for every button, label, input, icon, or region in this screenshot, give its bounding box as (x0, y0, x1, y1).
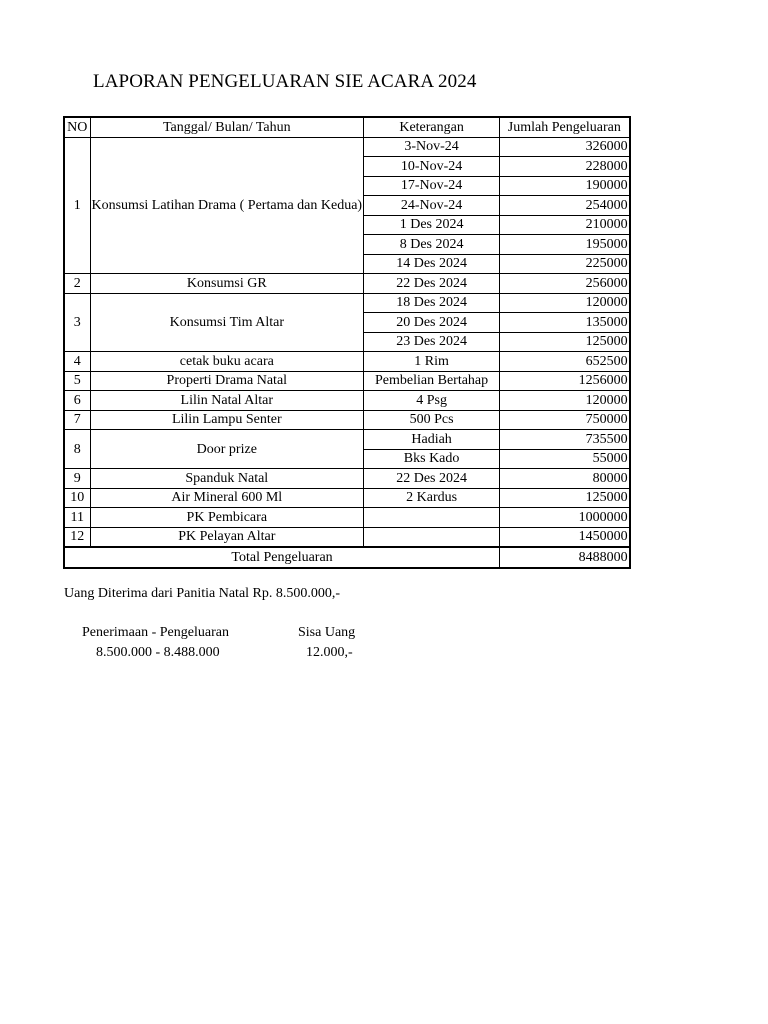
row-number: 12 (64, 527, 90, 547)
row-item: Properti Drama Natal (90, 371, 364, 391)
row-number: 3 (64, 293, 90, 352)
row-amount: 55000 (500, 449, 630, 469)
row-amount: 210000 (500, 215, 630, 235)
row-number: 6 (64, 391, 90, 411)
summary-label-right: Sisa Uang (298, 625, 356, 640)
header-description: Keterangan (364, 117, 500, 137)
row-description: 18 Des 2024 (364, 293, 500, 313)
table-row (64, 488, 630, 508)
row-description: 3-Nov-24 (364, 137, 500, 157)
row-description (364, 508, 500, 528)
row-amount: 125000 (500, 488, 630, 508)
row-amount: 1256000 (500, 371, 630, 391)
table-row (64, 508, 630, 528)
table-row (64, 391, 630, 411)
summary-label-left: Penerimaan - Pengeluaran (82, 625, 229, 640)
table-header-row (64, 117, 630, 137)
table-row (64, 469, 630, 489)
row-description: Pembelian Bertahap (364, 371, 500, 391)
row-amount: 326000 (500, 137, 630, 157)
row-amount: 735500 (500, 430, 630, 450)
table-row (64, 137, 630, 157)
row-amount: 256000 (500, 274, 630, 294)
row-amount: 1450000 (500, 527, 630, 547)
row-description: 23 Des 2024 (364, 332, 500, 352)
row-item: PK Pelayan Altar (90, 527, 364, 547)
row-item: PK Pembicara (90, 508, 364, 528)
row-number: 9 (64, 469, 90, 489)
row-number: 2 (64, 274, 90, 294)
total-amount: 8488000 (500, 547, 630, 568)
row-item: Air Mineral 600 Ml (90, 488, 364, 508)
row-description: 22 Des 2024 (364, 274, 500, 294)
row-item: Konsumsi GR (90, 274, 364, 294)
row-item: Konsumsi Latihan Drama ( Pertama dan Kedua) (90, 137, 364, 274)
row-amount: 195000 (500, 235, 630, 255)
row-description: 10-Nov-24 (364, 157, 500, 177)
row-amount: 1000000 (500, 508, 630, 528)
row-number: 4 (64, 352, 90, 372)
table-row (64, 430, 630, 450)
row-description: 14 Des 2024 (364, 254, 500, 274)
row-amount: 120000 (500, 293, 630, 313)
row-number: 5 (64, 371, 90, 391)
row-description: 17-Nov-24 (364, 176, 500, 196)
row-item: Door prize (90, 430, 364, 469)
table-row (64, 410, 630, 430)
table-row (64, 527, 630, 547)
row-description: 1 Des 2024 (364, 215, 500, 235)
row-amount: 80000 (500, 469, 630, 489)
row-description: Hadiah (364, 430, 500, 450)
row-description: 20 Des 2024 (364, 313, 500, 333)
summary-value-left: 8.500.000 - 8.488.000 (96, 645, 220, 660)
table-row (64, 352, 630, 372)
table-row (64, 371, 630, 391)
row-number: 11 (64, 508, 90, 528)
row-description: 8 Des 2024 (364, 235, 500, 255)
header-no: NO (64, 117, 90, 137)
row-amount: 225000 (500, 254, 630, 274)
row-item: Lilin Natal Altar (90, 391, 364, 411)
row-amount: 135000 (500, 313, 630, 333)
row-amount: 228000 (500, 157, 630, 177)
row-description: 24-Nov-24 (364, 196, 500, 216)
row-item: Konsumsi Tim Altar (90, 293, 364, 352)
row-description (364, 527, 500, 547)
row-description: 2 Kardus (364, 488, 500, 508)
row-description: 1 Rim (364, 352, 500, 372)
table-row (64, 274, 630, 294)
row-amount: 120000 (500, 391, 630, 411)
row-number: 1 (64, 137, 90, 274)
report-title: LAPORAN PENGELUARAN SIE ACARA 2024 (93, 71, 477, 92)
row-description: 500 Pcs (364, 410, 500, 430)
row-amount: 125000 (500, 332, 630, 352)
header-amount: Jumlah Pengeluaran (500, 117, 630, 137)
expense-table (63, 116, 631, 569)
row-number: 8 (64, 430, 90, 469)
received-note: Uang Diterima dari Panitia Natal Rp. 8.500.000,- (64, 586, 341, 601)
row-item: Lilin Lampu Senter (90, 410, 364, 430)
table-body (64, 137, 630, 547)
header-item: Tanggal/ Bulan/ Tahun (90, 117, 364, 137)
row-amount: 254000 (500, 196, 630, 216)
total-label: Total Pengeluaran (64, 547, 500, 568)
row-number: 7 (64, 410, 90, 430)
row-amount: 750000 (500, 410, 630, 430)
row-description: 22 Des 2024 (364, 469, 500, 489)
row-description: 4 Psg (364, 391, 500, 411)
summary-value-right: 12.000,- (306, 645, 353, 660)
total-row (64, 547, 630, 568)
row-amount: 652500 (500, 352, 630, 372)
table-row (64, 293, 630, 313)
row-amount: 190000 (500, 176, 630, 196)
row-number: 10 (64, 488, 90, 508)
row-description: Bks Kado (364, 449, 500, 469)
row-item: Spanduk Natal (90, 469, 364, 489)
row-item: cetak buku acara (90, 352, 364, 372)
